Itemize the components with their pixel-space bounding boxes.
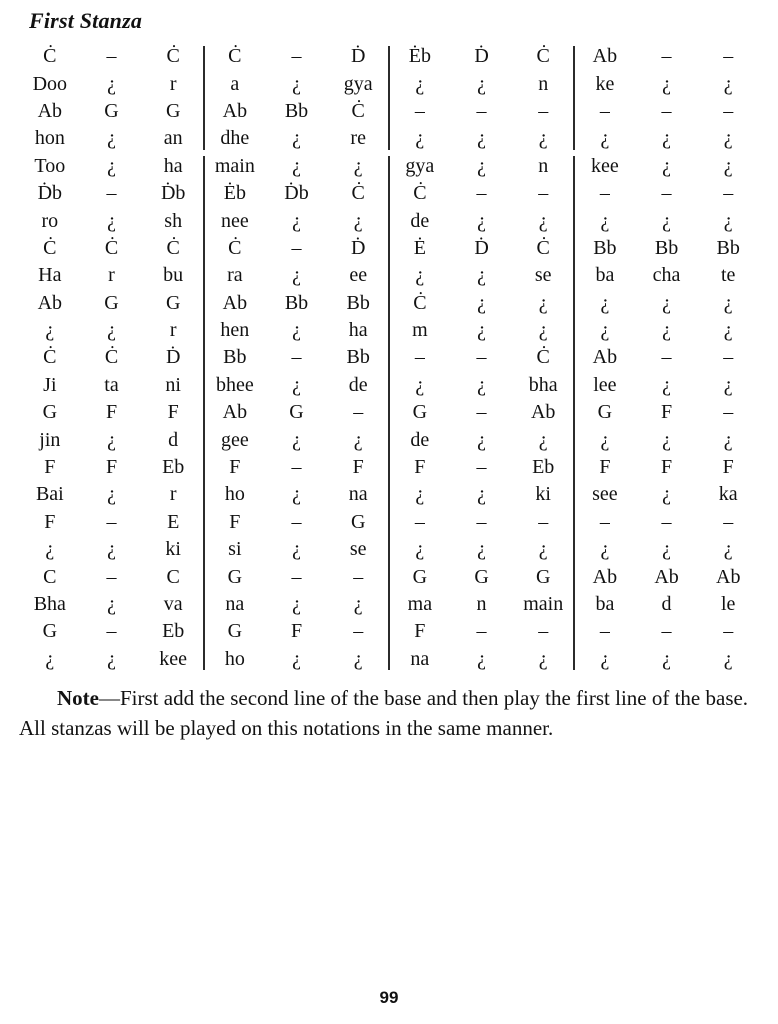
table-cell: E [167,510,180,533]
table-cell: Ċ [228,236,242,259]
table-cell: hen [220,319,250,342]
table-cell: Ċ [536,45,550,68]
table-cell: Ċ [43,45,57,68]
table-cell: ¿ [662,319,671,342]
table-cell: r [169,483,177,506]
table-cell: – [414,346,425,369]
table-cell: r [169,319,177,342]
table-cell: G [165,291,181,314]
table-cell: – [414,510,425,533]
table-cell: – [106,510,117,533]
table-cell: ¿ [662,291,671,314]
table-cell: – [599,510,610,533]
table-cell: ha [348,319,368,342]
table-cell: d [661,593,672,615]
table-cell: – [476,401,487,424]
notation-block [19,153,759,673]
table-cell: ¿ [477,319,486,342]
table-cell: – [723,346,734,369]
table-cell: va [163,593,183,615]
table-cell: ¿ [415,72,425,95]
table-cell: na [348,483,368,506]
bar-line [203,46,205,150]
table-cell: G [350,510,366,533]
table-cell: Ċ [536,236,550,259]
table-cell: ¿ [353,647,363,670]
table-cell: ¿ [292,154,301,177]
table-cell: – [291,456,302,479]
table-cell: – [661,99,672,122]
table-cell: ¿ [292,127,301,150]
table-cell: Doo [32,72,68,95]
table-cell: ¿ [662,127,671,150]
table-cell: ¿ [662,647,671,670]
table-cell: Ċ [351,182,365,205]
page-title: First Stanza [29,8,143,33]
table-cell: ee [349,264,368,287]
table-cell: ¿ [723,428,733,451]
table-cell: ¿ [292,209,301,232]
table-cell: F [722,456,734,479]
table-cell: F [290,620,303,643]
table-cell: Bb [223,346,247,369]
table-cell: main [214,154,255,177]
table-cell: Ab [592,346,618,369]
table-cell: – [291,565,302,588]
table-cell: ¿ [107,72,116,95]
table-cell: re [350,127,366,150]
table-cell: Ab [222,291,248,314]
table-cell: ¿ [538,127,548,150]
table-cell: ¿ [723,538,733,561]
table-cell: na [225,593,245,615]
table-cell: ¿ [292,319,301,342]
table-cell: ¿ [292,538,301,561]
table-cell: r [108,264,115,287]
table-cell: si [228,538,242,561]
table-cell: G [227,620,243,643]
table-cell: see [592,483,618,506]
table-cell: Eb [532,456,555,479]
table-cell: – [476,99,487,122]
table-cell: Bb [346,346,370,369]
table-cell: F [599,456,611,479]
table-cell: ¿ [662,154,671,177]
table-cell: bha [528,373,558,396]
table-cell: G [104,99,119,122]
table-cell: gya [405,154,435,177]
table-cell: C [43,565,57,588]
bar-line [388,46,390,150]
table-cell: – [538,620,549,643]
table-cell: G [165,99,181,122]
table-cell: Ab [592,45,618,68]
table-cell: ¿ [600,291,610,314]
table-cell: ¿ [477,538,486,561]
table-cell: nee [220,209,249,232]
table-cell: m [412,319,428,342]
table-cell: dhe [220,127,250,150]
table-cell: ta [104,373,119,396]
table-cell: ¿ [662,72,671,95]
table-cell: lee [593,373,617,396]
table-cell: ¿ [723,127,733,150]
table-cell: Bb [654,236,679,259]
table-cell: ¿ [723,319,733,342]
table-cell: F [414,456,426,479]
table-cell: Bb [716,236,740,259]
table-cell: – [723,45,734,68]
table-cell: ¿ [723,154,733,177]
table-cell: – [106,45,117,68]
note-label: Note [57,685,99,710]
table-cell: ra [227,264,243,287]
table-cell: ma [407,593,433,615]
table-cell: ¿ [723,291,733,314]
table-cell: Ḋ [474,45,489,68]
table-cell: ki [165,538,181,561]
table-cell: Ḋ [350,236,366,259]
table-cell: Bb [284,99,309,122]
table-cell: gee [220,428,249,451]
table-cell: Ha [38,264,62,287]
table-cell: – [291,236,302,259]
table-cell: – [106,620,117,643]
table-cell: C [166,565,180,588]
table-cell: ¿ [723,209,733,232]
table-cell: ¿ [477,127,486,150]
table-cell: jin [39,428,61,451]
table-cell: – [476,182,487,205]
table-cell: – [538,182,549,205]
table-cell: G [474,565,489,588]
table-cell: ¿ [107,647,116,670]
table-cell: – [476,346,487,369]
table-cell: ¿ [415,264,425,287]
table-cell: Ab [530,401,556,424]
table-cell: Bb [346,291,370,314]
table-cell: Ji [43,373,57,396]
table-cell: de [348,373,368,396]
table-cell: Ċ [413,291,427,314]
table-cell: ¿ [723,373,733,396]
table-cell: Bai [35,483,64,506]
table-cell: ¿ [723,647,733,670]
table-cell: ¿ [538,291,548,314]
table-cell: – [723,182,734,205]
table-cell: ¿ [415,483,425,506]
table-cell: n [538,154,549,177]
table-cell: kee [159,647,188,670]
table-cell: de [410,428,430,451]
table-cell: Ḋ [474,236,489,259]
table-cell: G [104,291,119,314]
table-cell: ¿ [538,428,548,451]
table-cell: de [410,209,430,232]
table-cell: Ab [37,291,63,314]
table-cell: ¿ [600,319,610,342]
table-cell: te [721,264,736,287]
bar-line [203,156,205,670]
table-cell: Ċ [166,236,180,259]
table-cell: ¿ [353,154,363,177]
table-cell: Ċ [166,45,180,68]
table-cell: Ċ [104,346,119,369]
table-cell: ho [224,647,245,670]
table-cell: Ė [413,236,426,259]
table-cell: ¿ [107,538,116,561]
table-cell: Ėb [223,182,246,205]
table-cell: – [106,565,117,588]
table-cell: – [661,620,672,643]
table-cell: ¿ [107,428,116,451]
table-cell: ¿ [292,373,301,396]
table-cell: Ċ [43,236,57,259]
table-cell: ¿ [477,154,486,177]
table-cell: Eb [162,456,185,479]
note-text: —First add the second line of the base and then play the first line of the base. All stanzas will be played on this notations in the same manner. [19,685,749,740]
page-number: 99 [379,988,399,1007]
table-cell: – [599,620,610,643]
table-cell: Ab [592,565,618,588]
table-cell: na [410,647,430,670]
table-cell: ¿ [600,647,610,670]
table-cell: Ėb [408,45,431,68]
table-cell: d [168,428,179,451]
table-cell: n [538,72,549,95]
table-cell: G [227,565,243,588]
table-cell: main [523,593,564,615]
table-cell: ka [718,483,738,506]
table-cell: – [353,401,364,424]
table-cell: F [44,456,56,479]
table-cell: ¿ [415,373,425,396]
table-cell: ¿ [107,127,116,150]
table-cell: – [661,510,672,533]
table-cell: F [44,510,56,533]
table-cell: ¿ [538,538,548,561]
table-cell: Bb [593,236,617,259]
table-cell: ¿ [292,483,301,506]
table-cell: ¿ [107,209,116,232]
table-cell: ho [224,483,245,506]
table-cell: ¿ [353,209,363,232]
table-cell: ¿ [45,319,55,342]
table-cell: Ċ [43,346,57,369]
table-cell: – [538,510,549,533]
table-cell: r [169,72,177,95]
table-cell: ¿ [353,428,363,451]
table-cell: F [229,456,241,479]
table-cell: ¿ [292,647,301,670]
table-cell: ¿ [45,538,55,561]
table-cell: ¿ [600,127,610,150]
table-cell: ¿ [662,538,671,561]
table-cell: F [660,401,673,424]
table-cell: – [353,620,364,643]
table-cell: ¿ [477,373,486,396]
table-cell: ¿ [477,291,486,314]
table-cell: cha [652,264,681,287]
table-cell: Ḋ [165,346,181,369]
table-cell: le [721,593,736,615]
table-cell: Ċ [104,236,119,259]
table-cell: ki [535,483,551,506]
table-cell: ro [41,209,59,232]
table-cell: G [535,565,551,588]
table-cell: ¿ [662,209,671,232]
table-cell: Ab [222,99,248,122]
table-cell: G [597,401,613,424]
table-cell: bhee [215,373,254,396]
bar-line [573,46,575,150]
table-cell: ¿ [477,483,486,506]
table-cell: G [42,620,58,643]
table-cell: – [476,510,487,533]
table-cell: ¿ [45,647,55,670]
table-cell: Ḋ [350,45,366,68]
table-cell: ba [595,593,615,615]
table-cell: ¿ [477,264,486,287]
table-cell: Ḋb [37,182,63,205]
table-cell: Ċ [536,346,550,369]
table-cell: Ċ [413,182,427,205]
table-cell: ¿ [477,209,486,232]
table-cell: F [660,456,673,479]
table-cell: ¿ [415,127,425,150]
table-cell: ¿ [662,373,671,396]
table-cell: Ab [37,99,63,122]
table-cell: – [723,510,734,533]
table-cell: G [42,401,58,424]
table-cell: ¿ [662,483,671,506]
table-cell: ¿ [477,72,486,95]
table-cell: – [599,182,610,205]
table-cell: G [412,565,428,588]
table-cell: F [105,401,118,424]
table-cell: ¿ [477,647,486,670]
table-cell: – [106,182,117,205]
table-cell: – [599,99,610,122]
table-cell: Bha [33,593,66,615]
table-cell: – [661,45,672,68]
table-cell: se [534,264,552,287]
table-cell: ni [165,373,181,396]
table-cell: ¿ [538,319,548,342]
table-cell: a [230,72,240,95]
table-cell: hon [34,127,65,150]
table-cell: ¿ [292,264,301,287]
notation-table [19,43,759,673]
table-cell: ¿ [107,483,116,506]
notation-block [19,43,759,153]
table-cell: n [476,593,487,615]
table-cell: F [352,456,364,479]
table-cell: – [538,99,549,122]
table-cell: ba [595,264,615,287]
table-cell: F [167,401,179,424]
table-cell: Ċ [228,45,242,68]
table-cell: – [723,620,734,643]
table-cell: – [291,510,302,533]
table-cell: an [163,127,183,150]
table-cell: ¿ [662,428,671,451]
table-cell: ¿ [600,209,610,232]
table-cell: ke [595,72,615,95]
table-cell: Bb [284,291,309,314]
table-cell: ¿ [477,428,486,451]
table-cell: Ab [716,565,741,588]
page-footer [0,988,778,1008]
table-cell: ¿ [292,72,301,95]
table-cell: Ab [222,401,248,424]
table-cell: G [412,401,428,424]
table-cell: Ḋb [160,182,186,205]
table-cell: – [476,620,487,643]
table-cell: ¿ [107,593,116,615]
table-cell: – [661,346,672,369]
table-cell: – [661,182,672,205]
table-cell: – [291,346,302,369]
table-cell: G [289,401,304,424]
table-cell: Ċ [351,99,365,122]
table-cell: ¿ [107,319,116,342]
table-cell: gya [343,72,373,95]
table-cell: ¿ [107,154,116,177]
table-cell: kee [591,154,619,177]
table-cell: ¿ [600,538,610,561]
table-cell: – [414,99,425,122]
table-cell: – [723,401,734,424]
table-cell: Eb [162,620,185,643]
bar-line [573,156,575,670]
table-cell: – [291,45,302,68]
table-cell: Ḋb [284,182,309,205]
table-cell: ¿ [292,593,301,615]
table-cell: – [353,565,364,588]
table-cell: bu [163,264,184,287]
table-cell: – [723,99,734,122]
table-cell: ¿ [600,428,610,451]
table-cell: ¿ [415,538,425,561]
table-cell: F [105,456,118,479]
table-cell: F [229,510,241,533]
table-cell: Ab [654,565,679,588]
table-cell: ¿ [723,72,733,95]
table-cell: F [414,620,426,643]
table-cell: – [476,456,487,479]
bar-line [388,156,390,670]
note [19,683,759,743]
table-cell: ¿ [353,593,363,615]
table-cell: ¿ [538,647,548,670]
table-cell: sh [164,209,183,232]
table-cell: Too [34,154,66,177]
table-cell: se [349,538,367,561]
table-cell: ha [163,154,183,177]
table-cell: ¿ [292,428,301,451]
table-cell: ¿ [538,209,548,232]
